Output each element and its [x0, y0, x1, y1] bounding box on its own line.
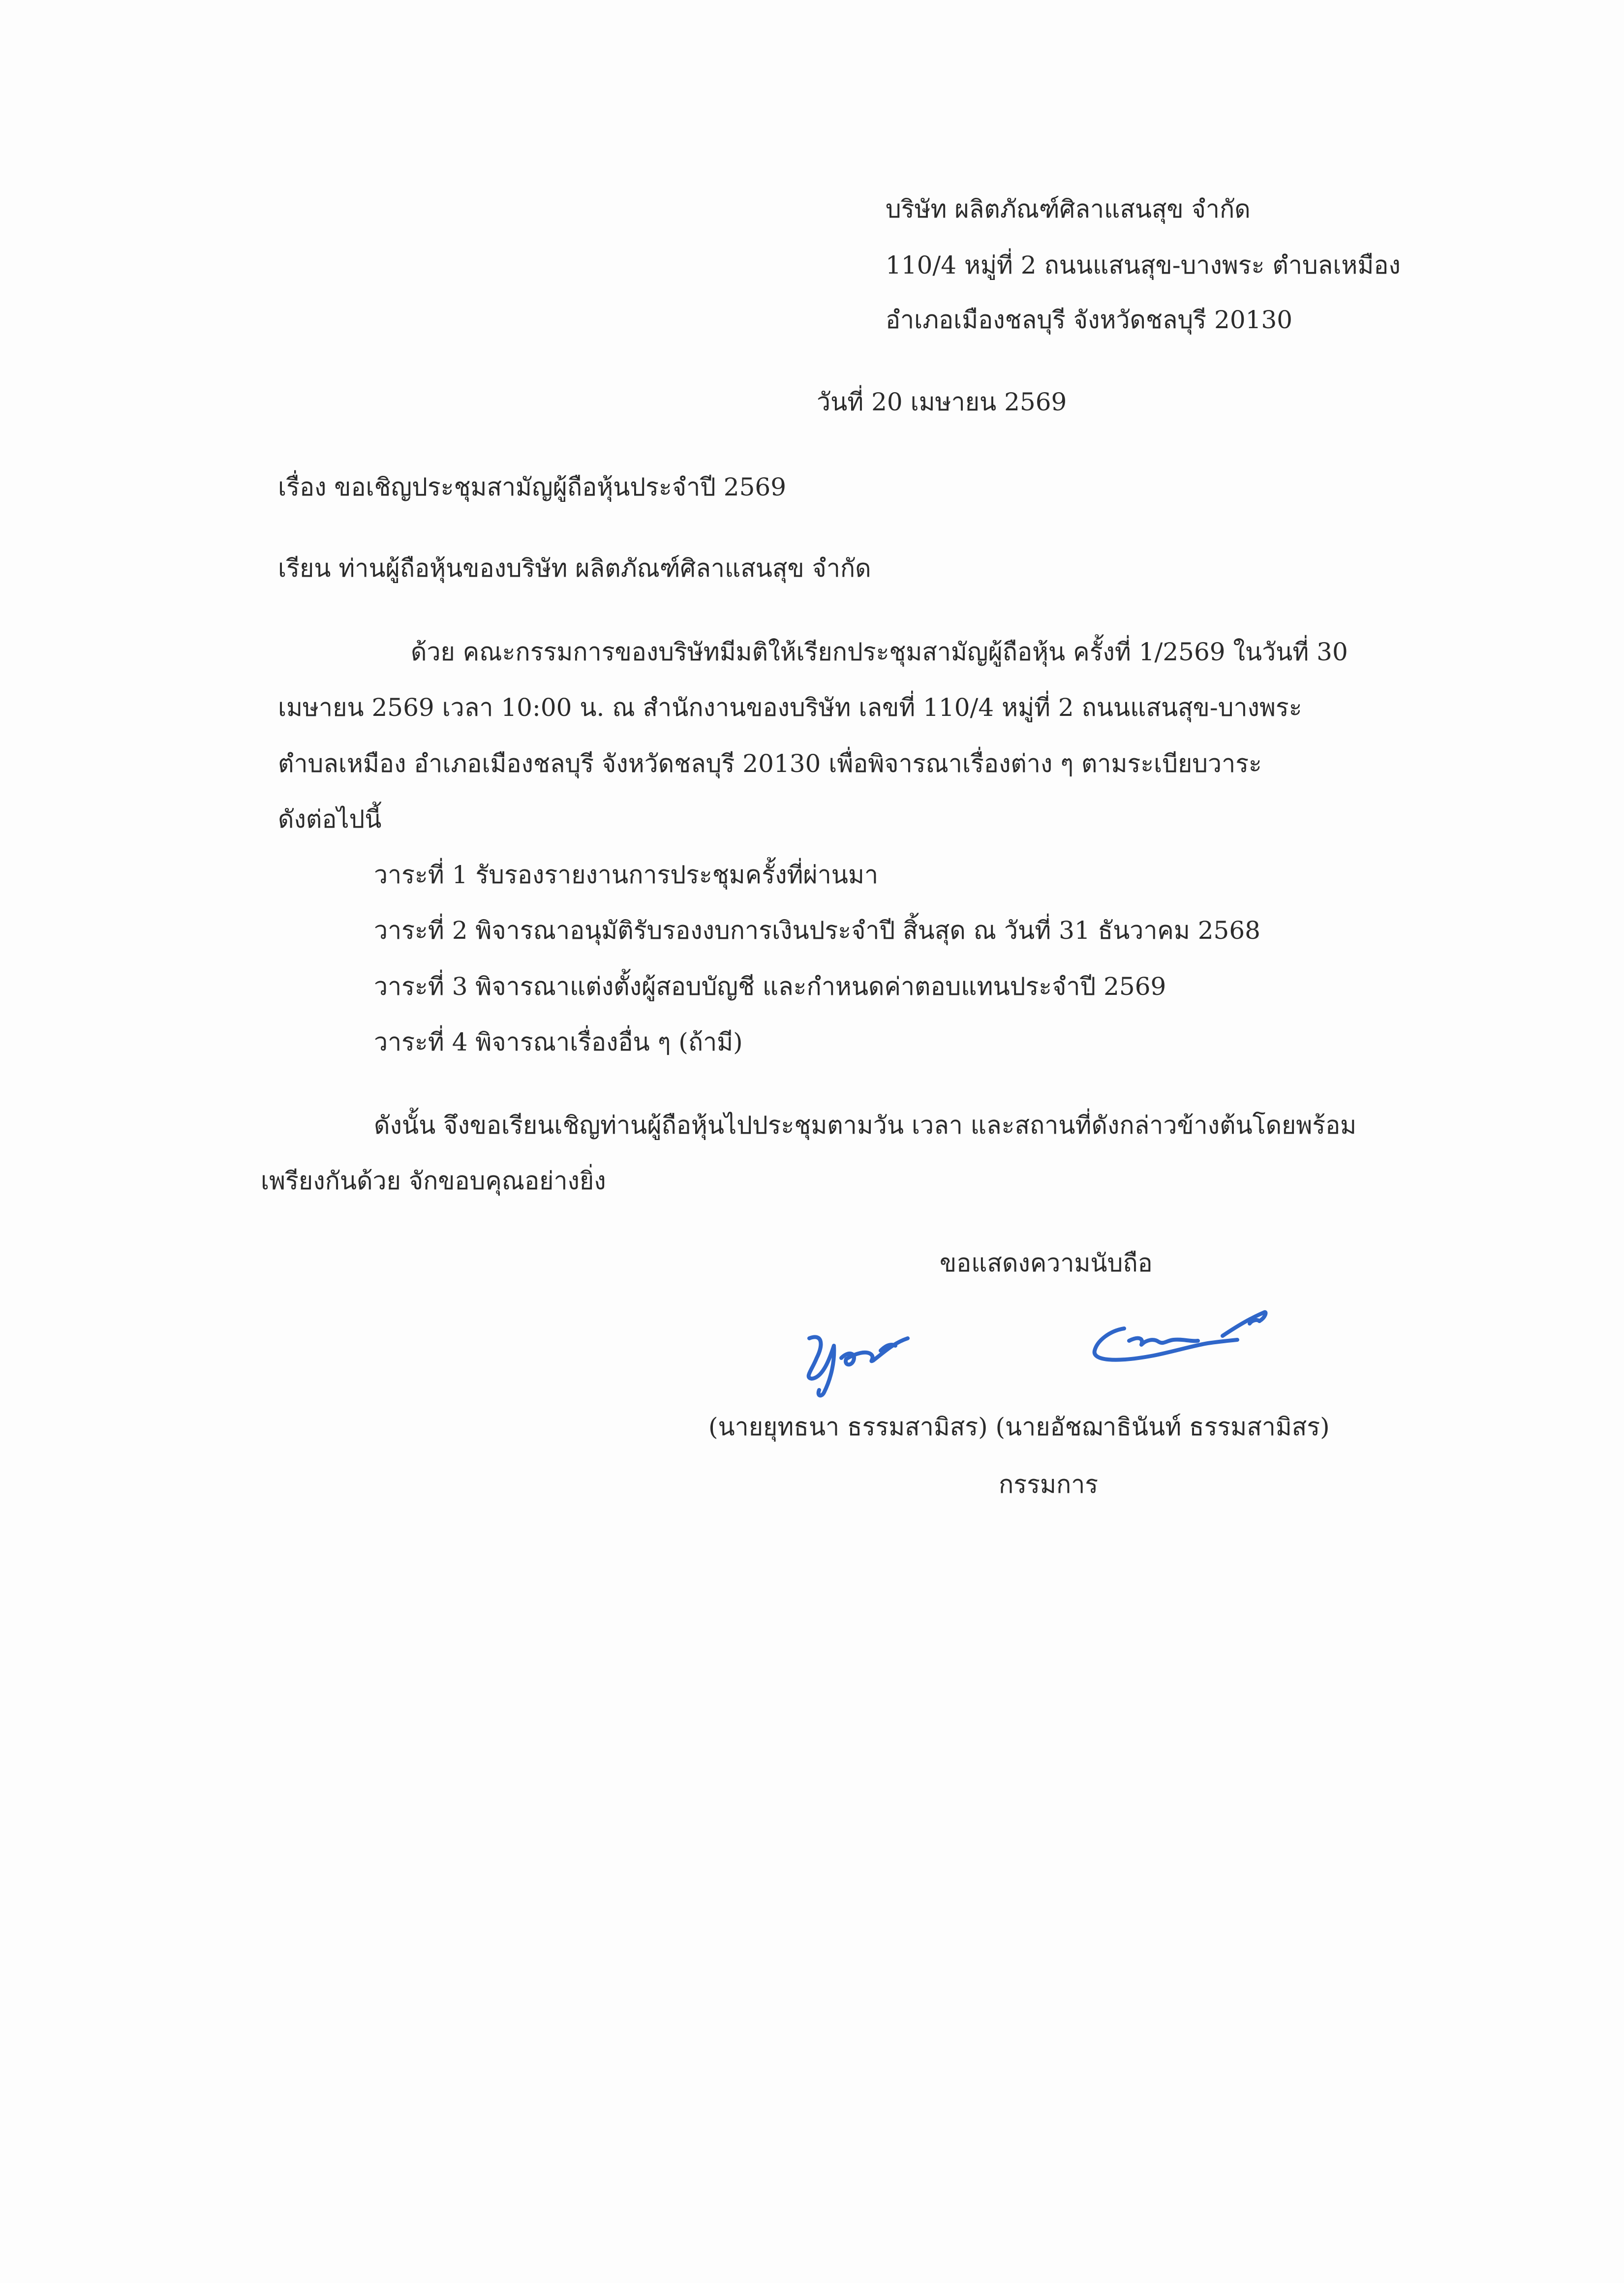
- paragraph-2-line-1: ดังนั้น จึงขอเรียนเชิญท่านผู้ถือหุ้นไปประชุมตามวัน เวลา และสถานที่ดังกล่าวข้างต้นโดยพร้อม: [374, 1111, 1357, 1140]
- paragraph-1-line-4: ดังต่อไปนี้: [278, 805, 382, 833]
- closing-phrase: ขอแสดงความนับถือ: [940, 1249, 1153, 1277]
- letter-date: วันที่ 20 เมษายน 2569: [817, 388, 1067, 416]
- paragraph-1-line-1: ด้วย คณะกรรมการของบริษัทมีมติให้เรียกประชุมสามัญผู้ถือหุ้น ครั้งที่ 1/2569 ในวันที่ 30: [411, 638, 1348, 666]
- company-address-line-2: อำเภอเมืองชลบุรี จังหวัดชลบุรี 20130: [886, 306, 1293, 334]
- signatory-title: กรรมการ: [999, 1470, 1099, 1499]
- paragraph-1-line-3: ตำบลเหมือง อำเภอเมืองชลบุรี จังหวัดชลบุรี 20130 เพื่อพิจารณาเรื่องต่าง ๆ ตามระเบียบวาระ: [278, 749, 1262, 778]
- letter-subject: เรื่อง ขอเชิญประชุมสามัญผู้ถือหุ้นประจำปี 2569: [278, 473, 787, 501]
- letter-salutation: เรียน ท่านผู้ถือหุ้นของบริษัท ผลิตภัณฑ์ศิลาแสนสุข จำกัด: [278, 554, 871, 583]
- agenda-item-1: วาระที่ 1 รับรองรายงานการประชุมครั้งที่ผ่านมา: [374, 861, 879, 889]
- signature-2: [1080, 1306, 1277, 1380]
- agenda-item-4: วาระที่ 4 พิจารณาเรื่องอื่น ๆ (ถ้ามี): [374, 1028, 743, 1056]
- agenda-item-2: วาระที่ 2 พิจารณาอนุมัติรับรองงบการเงินประจำปี สิ้นสุด ณ วันที่ 31 ธันวาคม 2568: [374, 916, 1260, 945]
- paragraph-2-line-2: เพรียงกันด้วย จักขอบคุณอย่างยิ่ง: [261, 1167, 606, 1195]
- paragraph-1-line-2: เมษายน 2569 เวลา 10:00 น. ณ สำนักงานของบริษัท เลขที่ 110/4 หมู่ที่ 2 ถนนแสนสุข-บางพระ: [278, 693, 1302, 722]
- agenda-item-3: วาระที่ 3 พิจารณาแต่งตั้งผู้สอบบัญชี และกำหนดค่าตอบแทนประจำปี 2569: [374, 972, 1166, 1001]
- signatory-names: (นายยุทธนา ธรรมสามิสร) (นายอัชฌาธินันท์ ธรรมสามิสร): [708, 1413, 1330, 1441]
- signature-1: [795, 1324, 922, 1397]
- company-address-line-1: 110/4 หมู่ที่ 2 ถนนแสนสุข-บางพระ ตำบลเหมือง: [886, 251, 1401, 279]
- company-name: บริษัท ผลิตภัณฑ์ศิลาแสนสุข จำกัด: [886, 195, 1251, 223]
